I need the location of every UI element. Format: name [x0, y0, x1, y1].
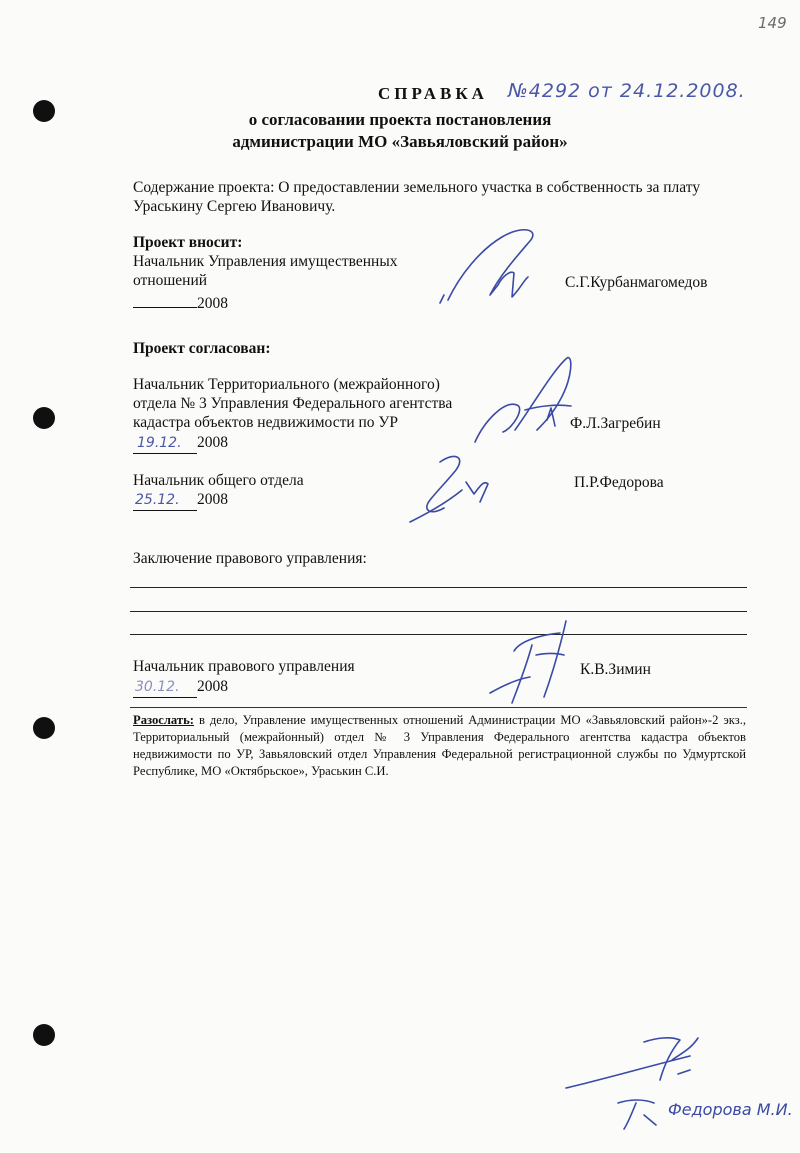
- signature-fedorova: [400, 450, 510, 530]
- project-content: [133, 178, 747, 216]
- document-subtitle-line2: администрации МО «Завьяловский район»: [232, 132, 568, 151]
- submitter-position-line2: отношений: [133, 272, 208, 289]
- legal-conclusion-label: Заключение правового управления:: [133, 550, 367, 567]
- legal-head-position: Начальник правового управления: [133, 658, 355, 675]
- agreer1-date: [133, 433, 228, 454]
- distribution-label: Разослать:: [133, 713, 194, 727]
- handwritten-date: 30.12.: [133, 678, 197, 698]
- date-year: 2008: [197, 434, 228, 451]
- agreer1-position-line1: Начальник Территориального (межрайонного): [133, 376, 440, 393]
- project-content-line1: Содержание проекта: О предоставлении земельного участка в собственность за плату: [133, 179, 701, 196]
- signature-zagrebin: [455, 350, 585, 460]
- agreer2-position: Начальник общего отдела: [133, 472, 304, 489]
- conclusion-line: [130, 587, 747, 588]
- legal-head-date: [133, 677, 228, 698]
- blank-date-line: [133, 293, 197, 308]
- signature-zimin: [470, 615, 590, 715]
- date-year: 2008: [197, 491, 228, 508]
- submitter-name: С.Г.Курбанмагомедов: [565, 274, 708, 291]
- agreer2-name: П.Р.Федорова: [574, 474, 664, 491]
- initials-mark: [610, 1095, 670, 1135]
- signature-bottom: [560, 1030, 710, 1100]
- project-content-line2: Ураськину Сергею Ивановичу.: [133, 198, 336, 215]
- agreer1-position-line3: кадастра объектов недвижимости по УР: [133, 414, 399, 431]
- submitted-heading: Проект вносит:: [133, 234, 243, 251]
- signature-kurbanmagomedov: [430, 225, 560, 315]
- agreer2-date: [133, 490, 228, 511]
- binder-hole: [33, 1024, 55, 1046]
- agreed-heading: Проект согласован:: [133, 340, 271, 357]
- distribution-text: в дело, Управление имущественных отношений Администрации МО «Завьяловский район»-2 экз., Территориальный (межрайонный) отдел № 3 Управления Федерального агентства кадастра объектов недвижимости по УР, Завьяловский отдел Управления Федеральной регистрационной службы по Удмуртской Республике, МО «Октябрьское», Ураськин С.И.: [133, 713, 746, 778]
- binder-hole: [33, 717, 55, 739]
- date-year: 2008: [197, 678, 228, 695]
- legal-head-name: К.В.Зимин: [580, 661, 651, 678]
- document-title: СПРАВКА: [378, 84, 488, 103]
- submitter-position-line1: Начальник Управления имущественных: [133, 253, 398, 270]
- binder-hole: [33, 407, 55, 429]
- conclusion-line: [130, 611, 747, 612]
- agreer1-position-line2: отдела № 3 Управления Федерального агентства: [133, 395, 453, 412]
- handwritten-ref-number: №4292 от 24.12.2008.: [508, 80, 746, 102]
- distribution-list: [133, 712, 746, 780]
- handwritten-date: 25.12.: [133, 491, 197, 511]
- separator-line: [130, 707, 747, 708]
- footer-handwritten-name: Федорова М.И.: [668, 1100, 793, 1119]
- document-subtitle-line1: о согласовании проекта постановления: [248, 110, 552, 129]
- agreer1-name: Ф.Л.Загребин: [570, 415, 661, 432]
- submitter-date: [133, 293, 228, 313]
- page-number: 149: [758, 14, 787, 32]
- conclusion-line: [130, 634, 747, 635]
- date-year: 2008: [197, 295, 228, 312]
- handwritten-date: 19.12.: [133, 434, 197, 454]
